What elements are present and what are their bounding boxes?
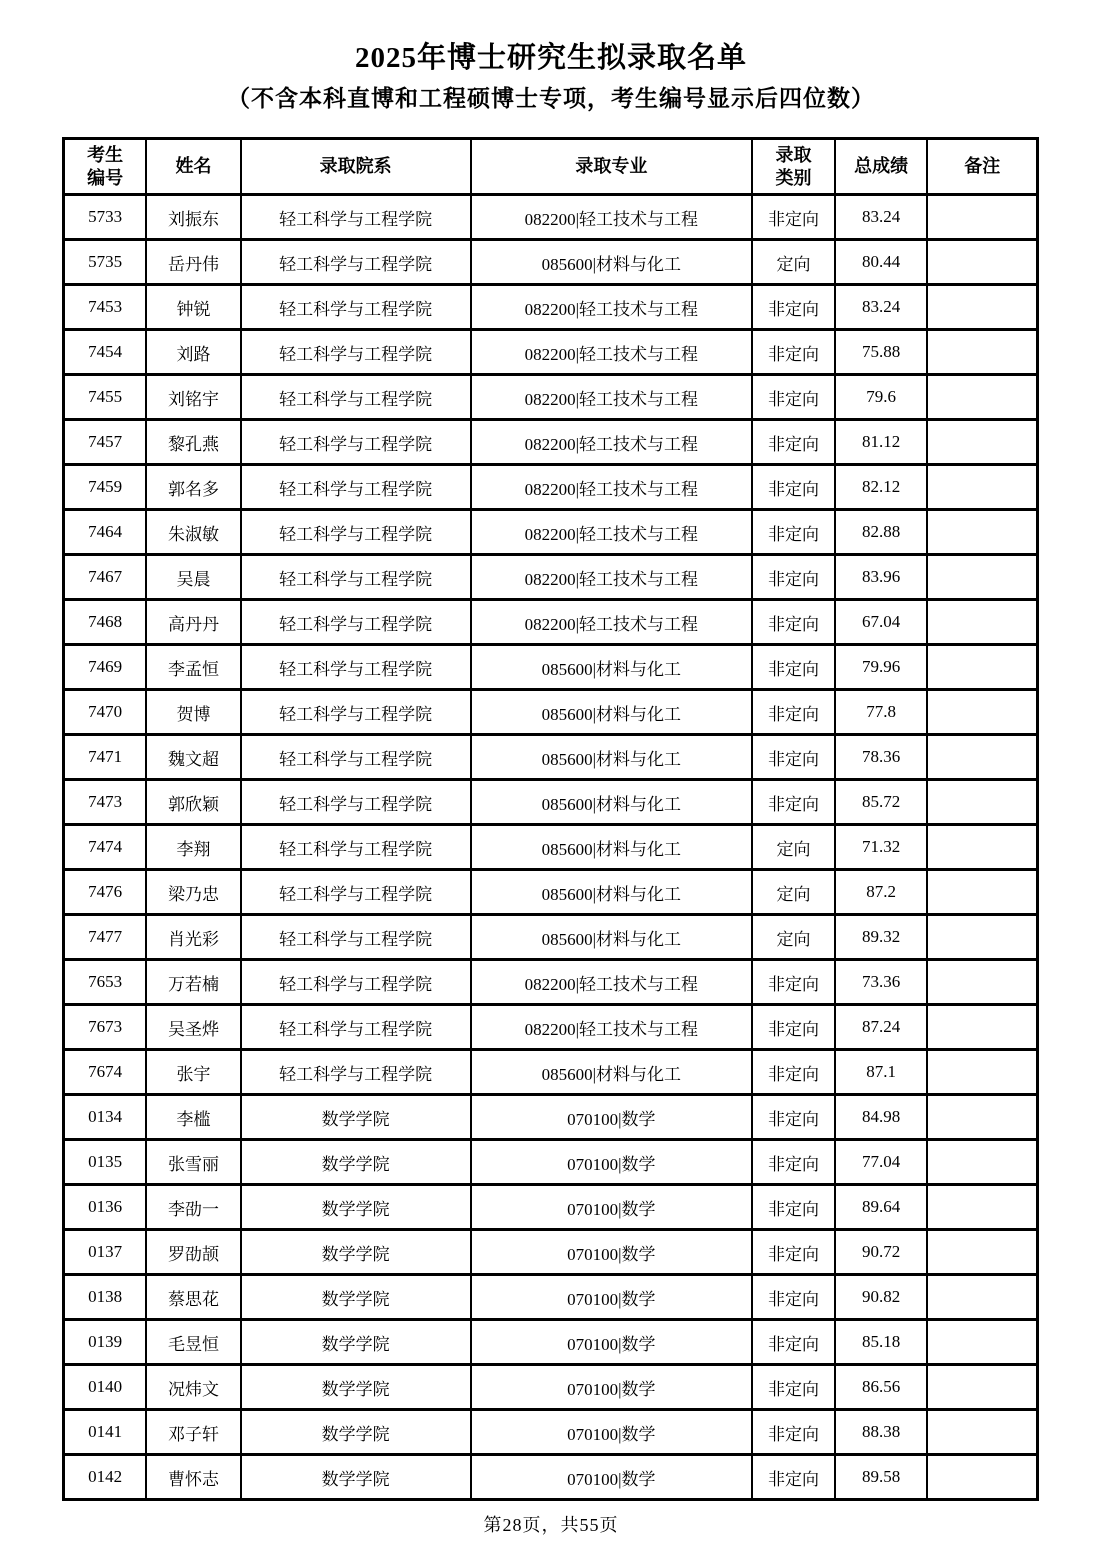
table-row	[64, 1185, 1038, 1230]
cell-total-score: 89.58	[835, 1455, 928, 1500]
cell-major: 082200|轻工技术与工程	[471, 420, 753, 465]
cell-name: 刘路	[146, 330, 240, 375]
cell-total-score: 90.72	[835, 1230, 928, 1275]
cell-category: 非定向	[752, 780, 835, 825]
cell-category: 非定向	[752, 1095, 835, 1140]
table-row	[64, 330, 1038, 375]
table-row	[64, 690, 1038, 735]
cell-candidate-number: 0142	[64, 1455, 147, 1500]
cell-category: 非定向	[752, 465, 835, 510]
cell-category: 非定向	[752, 1365, 835, 1410]
cell-candidate-number: 0138	[64, 1275, 147, 1320]
cell-candidate-number: 7468	[64, 600, 147, 645]
cell-remark	[927, 690, 1037, 735]
cell-department: 数学学院	[241, 1275, 471, 1320]
cell-department: 数学学院	[241, 1365, 471, 1410]
cell-remark	[927, 1185, 1037, 1230]
cell-name: 钟锐	[146, 285, 240, 330]
cell-candidate-number: 7454	[64, 330, 147, 375]
table-row	[64, 510, 1038, 555]
cell-total-score: 77.04	[835, 1140, 928, 1185]
cell-department: 轻工科学与工程学院	[241, 960, 471, 1005]
admission-table	[62, 137, 1039, 1501]
cell-candidate-number: 0141	[64, 1410, 147, 1455]
cell-department: 轻工科学与工程学院	[241, 510, 471, 555]
cell-remark	[927, 1365, 1037, 1410]
cell-major: 082200|轻工技术与工程	[471, 960, 753, 1005]
cell-total-score: 88.38	[835, 1410, 928, 1455]
cell-name: 刘铭宇	[146, 375, 240, 420]
cell-major: 085600|材料与化工	[471, 780, 753, 825]
cell-department: 数学学院	[241, 1185, 471, 1230]
cell-department: 轻工科学与工程学院	[241, 645, 471, 690]
cell-name: 肖光彩	[146, 915, 240, 960]
table-row	[64, 285, 1038, 330]
cell-category: 非定向	[752, 555, 835, 600]
cell-department: 轻工科学与工程学院	[241, 1050, 471, 1095]
cell-major: 070100|数学	[471, 1455, 753, 1500]
cell-candidate-number: 7464	[64, 510, 147, 555]
cell-department: 轻工科学与工程学院	[241, 555, 471, 600]
cell-candidate-number: 0134	[64, 1095, 147, 1140]
cell-category: 定向	[752, 825, 835, 870]
cell-candidate-number: 7455	[64, 375, 147, 420]
cell-major: 070100|数学	[471, 1185, 753, 1230]
cell-total-score: 78.36	[835, 735, 928, 780]
cell-major: 085600|材料与化工	[471, 915, 753, 960]
cell-candidate-number: 7674	[64, 1050, 147, 1095]
cell-major: 082200|轻工技术与工程	[471, 375, 753, 420]
cell-major: 070100|数学	[471, 1275, 753, 1320]
cell-department: 数学学院	[241, 1410, 471, 1455]
cell-category: 非定向	[752, 645, 835, 690]
column-header-remark	[927, 139, 1037, 195]
cell-candidate-number: 0137	[64, 1230, 147, 1275]
cell-category: 非定向	[752, 1455, 835, 1500]
cell-total-score: 90.82	[835, 1275, 928, 1320]
cell-major: 082200|轻工技术与工程	[471, 330, 753, 375]
table-row	[64, 555, 1038, 600]
table-row	[64, 645, 1038, 690]
cell-department: 轻工科学与工程学院	[241, 870, 471, 915]
page-number: 第28页，共55页	[483, 1515, 619, 1536]
cell-total-score: 67.04	[835, 600, 928, 645]
cell-department: 轻工科学与工程学院	[241, 420, 471, 465]
cell-major: 085600|材料与化工	[471, 645, 753, 690]
cell-name: 梁乃忠	[146, 870, 240, 915]
cell-department: 轻工科学与工程学院	[241, 1005, 471, 1050]
cell-name: 刘振东	[146, 195, 240, 240]
table-row	[64, 780, 1038, 825]
cell-total-score: 82.12	[835, 465, 928, 510]
cell-remark	[927, 240, 1037, 285]
cell-total-score: 79.96	[835, 645, 928, 690]
table-row	[64, 915, 1038, 960]
cell-remark	[927, 870, 1037, 915]
cell-candidate-number: 7467	[64, 555, 147, 600]
cell-major: 082200|轻工技术与工程	[471, 195, 753, 240]
cell-department: 轻工科学与工程学院	[241, 195, 471, 240]
cell-remark	[927, 825, 1037, 870]
column-header-department	[241, 139, 471, 195]
cell-total-score: 85.18	[835, 1320, 928, 1365]
table-row	[64, 1230, 1038, 1275]
column-header-total-score	[835, 139, 928, 195]
table-row	[64, 1365, 1038, 1410]
cell-name: 李孟恒	[146, 645, 240, 690]
cell-department: 数学学院	[241, 1140, 471, 1185]
table-row	[64, 1410, 1038, 1455]
cell-major: 070100|数学	[471, 1365, 753, 1410]
cell-name: 吴圣烨	[146, 1005, 240, 1050]
table-row	[64, 1005, 1038, 1050]
cell-remark	[927, 915, 1037, 960]
cell-category: 非定向	[752, 420, 835, 465]
cell-major: 070100|数学	[471, 1140, 753, 1185]
cell-candidate-number: 0140	[64, 1365, 147, 1410]
cell-total-score: 79.6	[835, 375, 928, 420]
cell-total-score: 71.32	[835, 825, 928, 870]
cell-candidate-number: 7453	[64, 285, 147, 330]
cell-category: 非定向	[752, 285, 835, 330]
cell-total-score: 80.44	[835, 240, 928, 285]
table-row	[64, 195, 1038, 240]
table-row	[64, 600, 1038, 645]
column-header-label: 录取专业	[575, 155, 648, 176]
cell-major: 082200|轻工技术与工程	[471, 600, 753, 645]
cell-total-score: 81.12	[835, 420, 928, 465]
cell-major: 082200|轻工技术与工程	[471, 1005, 753, 1050]
cell-category: 非定向	[752, 375, 835, 420]
cell-remark	[927, 1320, 1037, 1365]
table-row	[64, 1050, 1038, 1095]
cell-remark	[927, 195, 1037, 240]
cell-major: 070100|数学	[471, 1095, 753, 1140]
table-row	[64, 240, 1038, 285]
cell-major: 085600|材料与化工	[471, 240, 753, 285]
cell-remark	[927, 1005, 1037, 1050]
column-header-name	[146, 139, 240, 195]
cell-name: 邓子轩	[146, 1410, 240, 1455]
cell-category: 非定向	[752, 510, 835, 555]
cell-remark	[927, 645, 1037, 690]
cell-candidate-number: 7457	[64, 420, 147, 465]
cell-total-score: 82.88	[835, 510, 928, 555]
cell-remark	[927, 735, 1037, 780]
cell-name: 朱淑敏	[146, 510, 240, 555]
column-header-label: 姓名	[175, 155, 212, 176]
cell-department: 轻工科学与工程学院	[241, 465, 471, 510]
cell-major: 085600|材料与化工	[471, 690, 753, 735]
cell-name: 张宇	[146, 1050, 240, 1095]
cell-total-score: 87.2	[835, 870, 928, 915]
cell-department: 轻工科学与工程学院	[241, 690, 471, 735]
cell-name: 魏文超	[146, 735, 240, 780]
cell-category: 非定向	[752, 1005, 835, 1050]
cell-department: 轻工科学与工程学院	[241, 375, 471, 420]
cell-category: 定向	[752, 870, 835, 915]
cell-major: 085600|材料与化工	[471, 1050, 753, 1095]
cell-total-score: 87.24	[835, 1005, 928, 1050]
table-header-row	[64, 139, 1038, 195]
cell-candidate-number: 7477	[64, 915, 147, 960]
cell-total-score: 87.1	[835, 1050, 928, 1095]
cell-department: 数学学院	[241, 1095, 471, 1140]
cell-category: 非定向	[752, 330, 835, 375]
table-row	[64, 735, 1038, 780]
cell-remark	[927, 780, 1037, 825]
cell-candidate-number: 5735	[64, 240, 147, 285]
cell-name: 曹怀志	[146, 1455, 240, 1500]
table-row	[64, 960, 1038, 1005]
cell-name: 黎孔燕	[146, 420, 240, 465]
cell-name: 张雪丽	[146, 1140, 240, 1185]
cell-category: 非定向	[752, 1320, 835, 1365]
cell-category: 非定向	[752, 195, 835, 240]
column-header-category	[752, 139, 835, 195]
cell-candidate-number: 0136	[64, 1185, 147, 1230]
cell-remark	[927, 1095, 1037, 1140]
cell-department: 轻工科学与工程学院	[241, 735, 471, 780]
cell-remark	[927, 285, 1037, 330]
cell-candidate-number: 7471	[64, 735, 147, 780]
cell-category: 定向	[752, 915, 835, 960]
cell-candidate-number: 7473	[64, 780, 147, 825]
cell-major: 070100|数学	[471, 1320, 753, 1365]
cell-category: 非定向	[752, 1050, 835, 1095]
cell-remark	[927, 465, 1037, 510]
cell-total-score: 77.8	[835, 690, 928, 735]
cell-category: 非定向	[752, 960, 835, 1005]
cell-department: 轻工科学与工程学院	[241, 825, 471, 870]
cell-name: 贺博	[146, 690, 240, 735]
column-header-label: 备注	[964, 155, 1001, 176]
cell-total-score: 83.24	[835, 285, 928, 330]
cell-department: 轻工科学与工程学院	[241, 780, 471, 825]
cell-category: 非定向	[752, 1230, 835, 1275]
cell-remark	[927, 555, 1037, 600]
cell-name: 毛昱恒	[146, 1320, 240, 1365]
cell-candidate-number: 7474	[64, 825, 147, 870]
cell-total-score: 89.64	[835, 1185, 928, 1230]
cell-major: 085600|材料与化工	[471, 870, 753, 915]
cell-candidate-number: 7653	[64, 960, 147, 1005]
cell-candidate-number: 7459	[64, 465, 147, 510]
column-header-candidate-number	[64, 139, 147, 195]
cell-major: 082200|轻工技术与工程	[471, 510, 753, 555]
cell-candidate-number: 7673	[64, 1005, 147, 1050]
cell-category: 定向	[752, 240, 835, 285]
table-row	[64, 1455, 1038, 1500]
cell-major: 070100|数学	[471, 1230, 753, 1275]
cell-category: 非定向	[752, 1275, 835, 1320]
cell-department: 轻工科学与工程学院	[241, 330, 471, 375]
cell-name: 万若楠	[146, 960, 240, 1005]
cell-category: 非定向	[752, 1140, 835, 1185]
cell-category: 非定向	[752, 735, 835, 780]
cell-category: 非定向	[752, 690, 835, 735]
cell-major: 082200|轻工技术与工程	[471, 555, 753, 600]
cell-name: 李劭一	[146, 1185, 240, 1230]
cell-remark	[927, 375, 1037, 420]
cell-remark	[927, 1230, 1037, 1275]
cell-department: 数学学院	[241, 1455, 471, 1500]
cell-candidate-number: 0135	[64, 1140, 147, 1185]
column-header-label: 总成绩	[854, 155, 909, 176]
cell-remark	[927, 1140, 1037, 1185]
cell-candidate-number: 0139	[64, 1320, 147, 1365]
cell-name: 罗劭颉	[146, 1230, 240, 1275]
cell-total-score: 89.32	[835, 915, 928, 960]
table-row	[64, 1275, 1038, 1320]
cell-name: 李槛	[146, 1095, 240, 1140]
cell-remark	[927, 960, 1037, 1005]
cell-major: 085600|材料与化工	[471, 735, 753, 780]
cell-total-score: 83.96	[835, 555, 928, 600]
cell-department: 数学学院	[241, 1320, 471, 1365]
cell-major: 082200|轻工技术与工程	[471, 465, 753, 510]
cell-candidate-number: 7476	[64, 870, 147, 915]
cell-total-score: 85.72	[835, 780, 928, 825]
cell-remark	[927, 1410, 1037, 1455]
cell-total-score: 75.88	[835, 330, 928, 375]
cell-department: 轻工科学与工程学院	[241, 240, 471, 285]
cell-total-score: 84.98	[835, 1095, 928, 1140]
column-header-major	[471, 139, 753, 195]
cell-major: 085600|材料与化工	[471, 825, 753, 870]
cell-major: 070100|数学	[471, 1410, 753, 1455]
table-row	[64, 825, 1038, 870]
table-row	[64, 375, 1038, 420]
table-row	[64, 1320, 1038, 1365]
page-title: 2025年博士研究生拟录取名单	[354, 42, 747, 74]
cell-remark	[927, 330, 1037, 375]
cell-category: 非定向	[752, 600, 835, 645]
cell-remark	[927, 600, 1037, 645]
cell-candidate-number: 5733	[64, 195, 147, 240]
cell-remark	[927, 1050, 1037, 1095]
cell-name: 李翔	[146, 825, 240, 870]
cell-department: 轻工科学与工程学院	[241, 600, 471, 645]
cell-candidate-number: 7469	[64, 645, 147, 690]
table-row	[64, 1140, 1038, 1185]
cell-category: 非定向	[752, 1410, 835, 1455]
column-header-label: 考生编号	[87, 145, 124, 188]
table-row	[64, 420, 1038, 465]
table-row	[64, 870, 1038, 915]
table-row	[64, 1095, 1038, 1140]
column-header-label: 录取院系	[319, 155, 392, 176]
cell-remark	[927, 510, 1037, 555]
page-subtitle: （不含本科直博和工程硕博士专项，考生编号显示后四位数）	[227, 86, 875, 112]
cell-category: 非定向	[752, 1185, 835, 1230]
column-header-label: 录取类别	[775, 145, 812, 188]
table-row	[64, 465, 1038, 510]
cell-department: 数学学院	[241, 1230, 471, 1275]
cell-major: 082200|轻工技术与工程	[471, 285, 753, 330]
cell-name: 蔡思花	[146, 1275, 240, 1320]
cell-remark	[927, 420, 1037, 465]
cell-name: 郭欣颖	[146, 780, 240, 825]
cell-remark	[927, 1455, 1037, 1500]
cell-name: 岳丹伟	[146, 240, 240, 285]
cell-name: 吴晨	[146, 555, 240, 600]
cell-remark	[927, 1275, 1037, 1320]
cell-name: 郭名多	[146, 465, 240, 510]
cell-department: 轻工科学与工程学院	[241, 285, 471, 330]
cell-candidate-number: 7470	[64, 690, 147, 735]
cell-name: 况炜文	[146, 1365, 240, 1410]
cell-total-score: 86.56	[835, 1365, 928, 1410]
cell-total-score: 83.24	[835, 195, 928, 240]
cell-total-score: 73.36	[835, 960, 928, 1005]
cell-name: 高丹丹	[146, 600, 240, 645]
cell-department: 轻工科学与工程学院	[241, 915, 471, 960]
